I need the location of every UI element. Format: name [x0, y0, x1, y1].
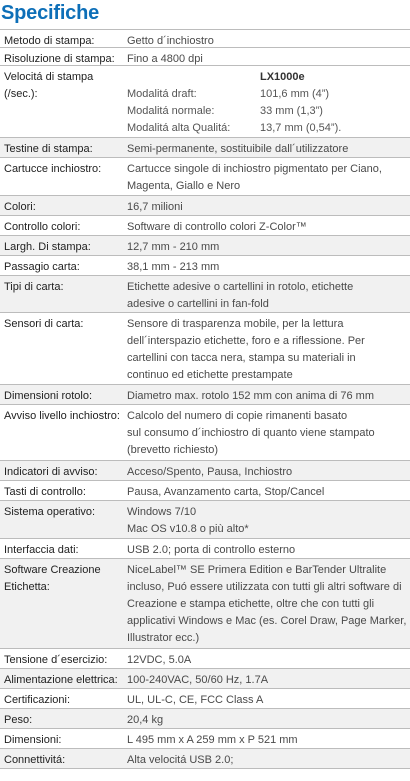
spec-value: 12,7 mm - 210 mm [127, 241, 220, 253]
spec-row-cartridges [0, 158, 410, 196]
spec-row-control-keys [0, 481, 410, 501]
spec-label: Tasti di controllo: [4, 486, 86, 498]
spec-row-print-heads [0, 138, 410, 158]
spec-label: Testine di stampa: [4, 143, 93, 155]
spec-value: USB 2.0; porta di controllo esterno [127, 544, 296, 556]
spec-value: Diametro max. rotolo 152 mm con anima di 76 mm [127, 390, 374, 402]
spec-row-voltage [0, 649, 410, 669]
spec-value: Calcolo del numero di copie rimanenti basato sul consumo d´inchiostro di quanto viene stampato (brevetto richiesto) [127, 410, 375, 456]
spec-label: Software Creazione Etichetta: [4, 564, 101, 593]
spec-row-roll-size [0, 385, 410, 405]
spec-value: Alta velocitá USB 2.0; [127, 754, 234, 766]
spec-value: Software di controllo colori Z-Color™ [127, 221, 307, 233]
spec-row-os [0, 501, 410, 539]
spec-label: Sensori di carta: [4, 318, 84, 330]
spec-label: Risoluzione di stampa: [4, 53, 115, 65]
spec-row-color-control [0, 216, 410, 236]
spec-row-dimensions [0, 729, 410, 749]
spec-row-resolution [0, 48, 410, 66]
spec-value: Acceso/Spento, Pausa, Inchiostro [127, 466, 293, 478]
spec-value: Fino a 4800 dpi [127, 53, 203, 65]
spec-row-indicators [0, 461, 410, 481]
spec-label: Avviso livello inchiostro: [4, 410, 120, 422]
spec-label: Dimensioni rotolo: [4, 390, 93, 402]
spec-label: Metodo di stampa: [4, 35, 95, 47]
spec-value: 20,4 kg [127, 714, 164, 726]
spec-row-certifications [0, 689, 410, 709]
speed-row-draft: Modalitá draft: 101,6 mm (4”) [127, 88, 330, 100]
spec-label: Controllo colori: [4, 221, 81, 233]
spec-row-label-software [0, 559, 410, 649]
spec-value: Etichette adesive o cartellini in rotolo, etichette adesive o cartellini in fan-fold [127, 281, 354, 310]
spec-label: Sistema operativo: [4, 506, 96, 518]
spec-value: Windows 7/10 Mac OS v10.8 o più alto* [127, 506, 249, 535]
speed-model-header: LX1000e [260, 71, 305, 83]
spec-row-power-supply [0, 669, 410, 689]
spec-label: Tensione d´esercizio: [4, 654, 108, 666]
spec-label: Alimentazione elettrica: [4, 674, 118, 686]
spec-label: Peso: [4, 714, 33, 726]
spec-value: Getto d´inchiostro [127, 35, 214, 47]
spec-value: UL, UL-C, CE, FCC Class A [127, 694, 264, 706]
spec-value: NiceLabel™ SE Primera Edition e BarTender Ultralite incluso, Puó essere utilizzata con tutti gli altri software di Creazione e stampa etichette, oltre che con tutti gli applicativi Windows e Mac (es. Corel Draw, Page Marker, Illustrator ecc.) [127, 564, 407, 644]
spec-value: 38,1 mm - 213 mm [127, 261, 220, 273]
spec-row-weight [0, 709, 410, 729]
spec-row-ink-level [0, 405, 410, 461]
spec-label: Cartucce inchiostro: [4, 163, 102, 175]
spec-row-print-width [0, 236, 410, 256]
spec-row-paper-types [0, 276, 410, 313]
spec-label: Largh. Di stampa: [4, 241, 91, 253]
spec-label: Interfaccia dati: [4, 544, 79, 556]
spec-row-data-interface [0, 539, 410, 559]
spec-value: Cartucce singole di inchiostro pigmentato per Ciano, Magenta, Giallo e Nero [127, 163, 382, 192]
spec-row-connectivity [0, 749, 410, 769]
spec-value: L 495 mm x A 259 mm x P 521 mm [127, 734, 298, 746]
specs-table [0, 29, 410, 769]
spec-row-print-method [0, 30, 410, 48]
speed-row-high-quality: Modalitá alta Qualitá: 13,7 mm (0,54”). [127, 122, 342, 134]
spec-label: Certificazioni: [4, 694, 71, 706]
spec-value: Sensore di trasparenza mobile, per la lettura dell´interspazio etichette, foro e a riflessione. Per cartellini con tacca nera, stampa su materiali in continuo ed etichette prestampate [127, 318, 365, 381]
spec-label: Connettivitá: [4, 754, 66, 766]
speed-table [127, 69, 404, 137]
speed-row-normal: Modalitá normale: 33 mm (1,3”) [127, 105, 323, 117]
spec-label: Tipi di carta: [4, 281, 64, 293]
spec-value: Pausa, Avanzamento carta, Stop/Cancel [127, 486, 325, 498]
spec-row-paper-sensors [0, 313, 410, 385]
spec-row-paper-path [0, 256, 410, 276]
spec-value: Semi-permanente, sostituibile dall´utilizzatore [127, 143, 349, 155]
spec-label: Passagio carta: [4, 261, 80, 273]
spec-label: Indicatori di avviso: [4, 466, 98, 478]
spec-row-print-speed [0, 66, 410, 138]
spec-label: Dimensioni: [4, 734, 62, 746]
page-title: Specifiche [1, 2, 100, 24]
spec-value: 100-240VAC, 50/60 Hz, 1.7A [127, 674, 269, 686]
spec-label: Colori: [4, 201, 36, 213]
spec-value: 16,7 milioni [127, 201, 183, 213]
spec-row-colors [0, 196, 410, 216]
spec-label: Velocitá di stampa (/sec.): [4, 71, 94, 100]
spec-value: 12VDC, 5.0A [127, 654, 192, 666]
